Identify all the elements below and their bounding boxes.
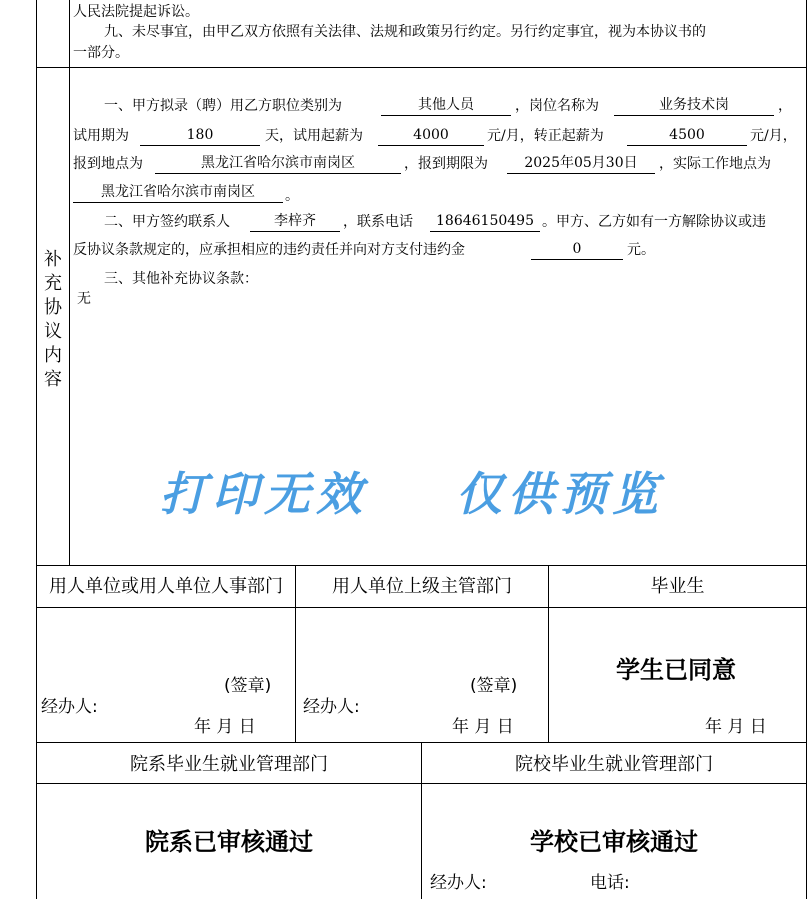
item1-text-1: 一、甲方拟录（聘）用乙方职位类别为	[104, 98, 342, 114]
item1-text-10: ，实际工作地点为	[659, 156, 771, 172]
item1-text-6: 元/月，转正起薪为	[487, 128, 604, 144]
report-place-value: 黑龙江省哈尔滨市南岗区	[155, 153, 401, 174]
item2-text-1: 二、甲方签约联系人	[104, 214, 230, 230]
item1-text-5: 天，试用起薪为	[265, 128, 363, 144]
supplement-side-label: 补 充 协 议 内 容	[44, 249, 62, 390]
trial-salary-value: 4000	[378, 125, 484, 146]
item2-text-2: ，联系电话	[343, 214, 413, 230]
school-employment-header: 院校毕业生就业管理部门	[515, 754, 713, 775]
left-border-top	[36, 0, 37, 68]
probation-days-value: 180	[140, 125, 260, 146]
top-line-1: 人民法院提起诉讼。	[73, 4, 199, 20]
employer-handler-label: 经办人:	[41, 697, 98, 717]
top-line-3: 一部分。	[73, 45, 129, 61]
item3-text: 三、其他补充协议条款：	[104, 271, 258, 287]
item2-text-5: 元。	[627, 242, 655, 258]
item1-text-7: 元/月，	[750, 128, 797, 144]
superior-dept-header: 用人单位上级主管部门	[332, 576, 512, 597]
superior-seal-label: (签章)	[470, 676, 518, 696]
row-divider-2	[36, 565, 807, 566]
employer-seal-label: (签章)	[224, 676, 272, 696]
employer-hr-header: 用人单位或用人单位人事部门	[49, 576, 283, 597]
work-place-value: 黑龙江省哈尔滨市南岗区	[73, 182, 283, 203]
contact-person-value: 李梓齐	[250, 211, 340, 232]
superior-handler-label: 经办人:	[303, 697, 360, 717]
item1-text-3: ，	[778, 98, 792, 114]
graduate-header: 毕业生	[650, 576, 705, 597]
sign-header-divider	[36, 607, 807, 608]
top-line-2: 九、未尽事宜，由甲乙双方依照有关法律、法规和政策另行约定。另行约定事宜，视为本协议书的	[104, 24, 706, 40]
employer-date: 年 月 日	[194, 717, 256, 737]
row-divider-1	[36, 67, 807, 68]
regular-salary-value: 4500	[627, 125, 747, 146]
item1-text-4: 试用期为	[73, 128, 129, 144]
contact-phone-value: 18646150495	[430, 211, 540, 232]
position-name-value: 业务技术岗	[614, 95, 774, 116]
print-invalid-watermark: 打印无效 仅供预览	[160, 467, 665, 521]
item1-text-9: ，报到期限为	[404, 156, 488, 172]
graduate-date: 年 月 日	[705, 717, 767, 737]
graduate-status: 学生已同意	[616, 656, 736, 684]
inner-border-top	[69, 0, 70, 68]
school-phone-label: 电话:	[590, 873, 630, 893]
right-border	[806, 0, 807, 899]
superior-date: 年 月 日	[452, 717, 514, 737]
item1-text-8: 报到地点为	[73, 156, 143, 172]
faculty-employment-header: 院系毕业生就业管理部门	[130, 754, 328, 775]
item2-text-4: 反协议条款规定的，应承担相应的违约责任并向对方支付违约金	[73, 242, 465, 258]
item1-text-2: ，岗位名称为	[515, 98, 599, 114]
school-header-divider	[36, 783, 807, 784]
item1-text-11: 。	[285, 188, 299, 204]
school-handler-label: 经办人:	[430, 873, 487, 893]
item2-text-3: 。甲方、乙方如有一方解除协议或违	[542, 214, 766, 230]
job-category-value: 其他人员	[381, 95, 511, 116]
item3-content: 无	[77, 291, 91, 307]
faculty-status: 院系已审核通过	[145, 828, 313, 856]
school-status: 学校已审核通过	[530, 828, 698, 856]
penalty-value: 0	[531, 239, 623, 260]
label-divider	[69, 67, 70, 566]
report-deadline-value: 2025年05月30日	[507, 153, 655, 174]
